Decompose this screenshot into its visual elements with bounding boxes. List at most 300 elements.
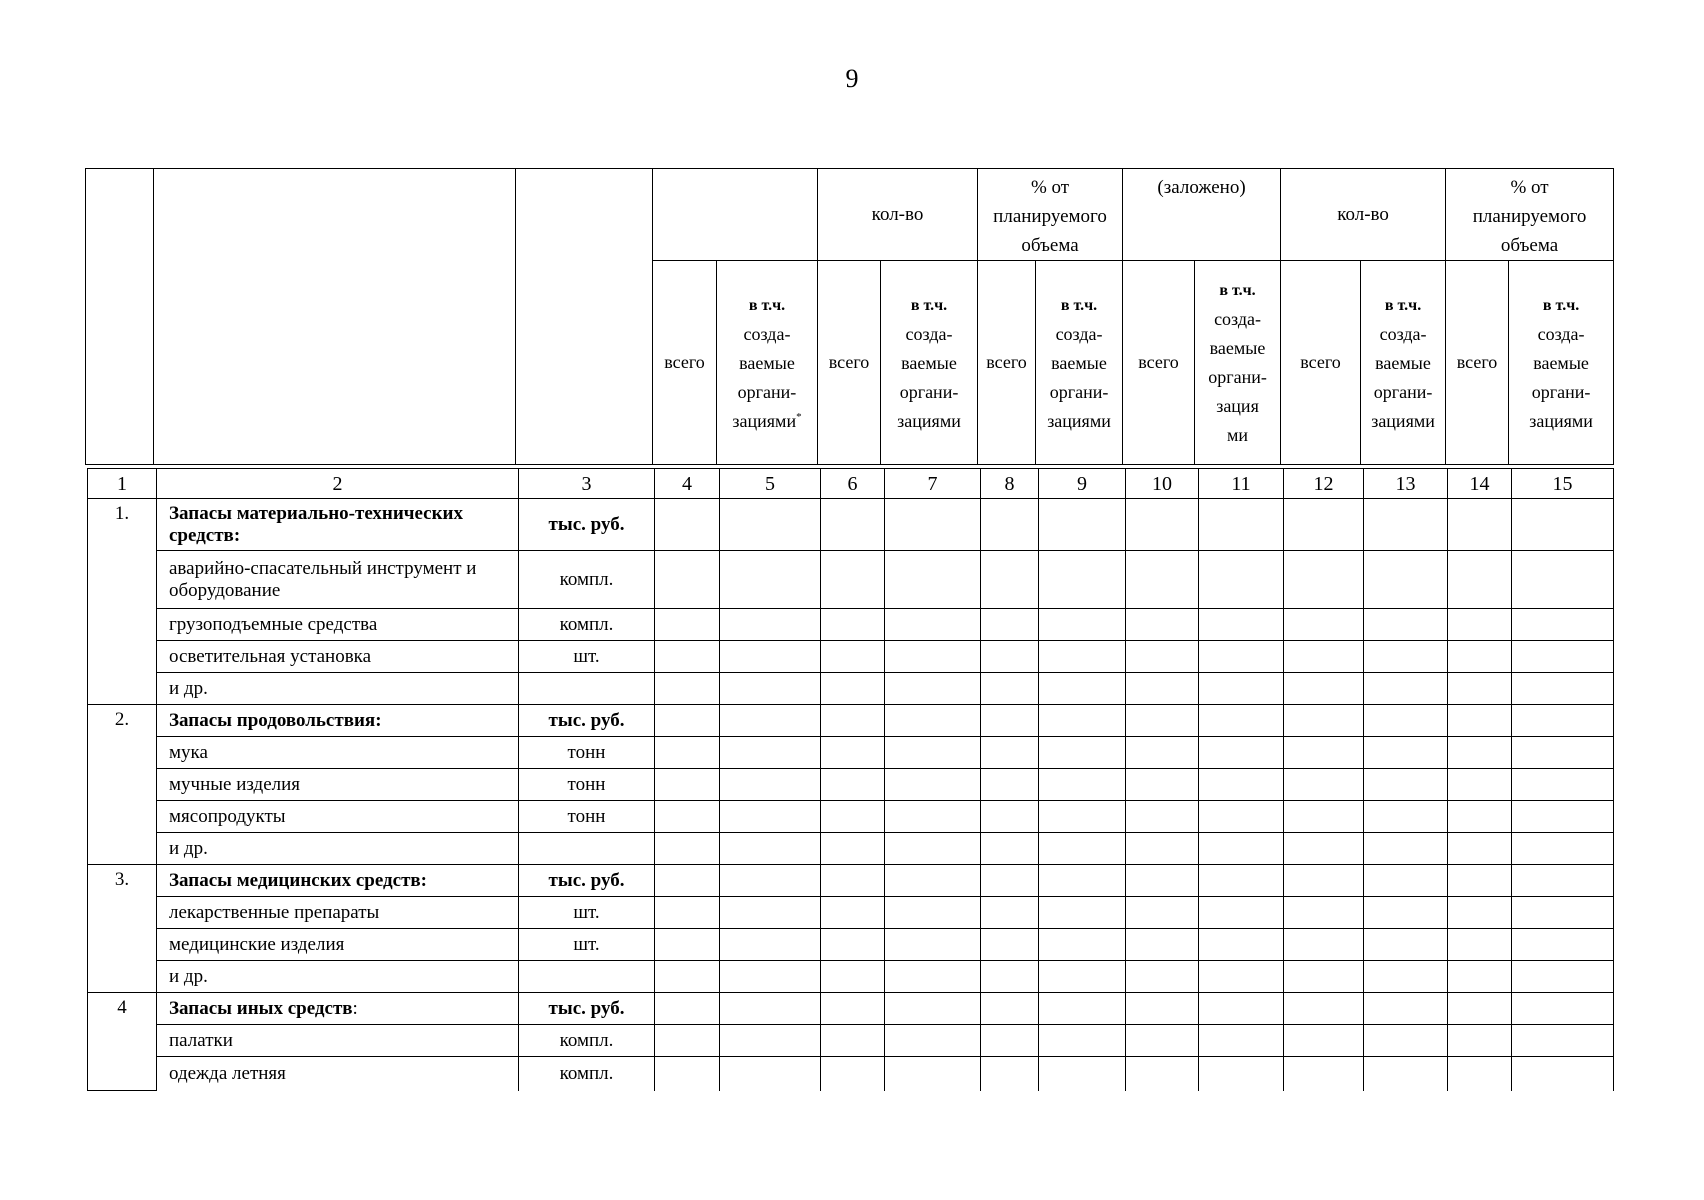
data-cell-col-5[interactable]	[720, 897, 821, 929]
column-numbers-row	[88, 469, 1614, 499]
data-cell-col-12[interactable]	[1284, 737, 1364, 769]
data-cell-col-7[interactable]	[885, 961, 981, 993]
header-vtch-15: в т.ч. созда- ваемые органи- зациями	[1509, 261, 1614, 465]
data-cell-col-11[interactable]	[1199, 1025, 1284, 1057]
table-row	[88, 833, 1614, 865]
data-cell-col-14[interactable]	[1448, 833, 1512, 865]
data-cell-col-15[interactable]	[1512, 897, 1614, 929]
item-unit: тонн	[519, 801, 655, 833]
data-cell-col-10[interactable]	[1126, 551, 1199, 609]
data-cell-col-12[interactable]	[1284, 833, 1364, 865]
data-cell-col-8[interactable]	[981, 897, 1039, 929]
section-number: 4	[88, 993, 157, 1091]
table-row	[88, 641, 1614, 673]
data-cell-col-13[interactable]	[1364, 801, 1448, 833]
table-row	[88, 737, 1614, 769]
item-name-bold-part: Запасы иных средств	[169, 997, 353, 1019]
data-cell-col-11[interactable]	[1199, 833, 1284, 865]
data-cell-col-9[interactable]	[1039, 801, 1126, 833]
data-cell-col-6[interactable]	[821, 801, 885, 833]
column-number-cell: 1	[88, 469, 157, 499]
item-unit: тыс. руб.	[519, 705, 655, 737]
data-cell-col-8[interactable]	[981, 801, 1039, 833]
column-number-cell: 9	[1039, 469, 1126, 499]
data-cell-col-6[interactable]	[821, 897, 885, 929]
data-cell-col-14[interactable]	[1448, 737, 1512, 769]
data-cell-col-5[interactable]	[720, 705, 821, 737]
table-row	[88, 705, 1614, 737]
data-cell-col-9[interactable]	[1039, 737, 1126, 769]
data-cell-col-10[interactable]	[1126, 801, 1199, 833]
header-col-1-empty	[86, 169, 154, 465]
data-cell-col-15[interactable]	[1512, 705, 1614, 737]
data-cell-col-12[interactable]	[1284, 929, 1364, 961]
data-cell-col-9[interactable]	[1039, 1057, 1126, 1091]
header-col-2-empty	[154, 169, 516, 465]
data-cell-col-6[interactable]	[821, 865, 885, 897]
item-unit: компл.	[519, 551, 655, 609]
section-number: 3.	[88, 865, 157, 993]
data-cell-col-9[interactable]	[1039, 961, 1126, 993]
item-name: одежда летняя	[157, 1057, 519, 1091]
item-unit	[519, 833, 655, 865]
item-name: Запасы медицинских средств:	[157, 865, 519, 897]
data-cell-col-9[interactable]	[1039, 993, 1126, 1025]
data-cell-col-10[interactable]	[1126, 609, 1199, 641]
item-name: мука	[157, 737, 519, 769]
data-cell-col-14[interactable]	[1448, 897, 1512, 929]
table-row	[88, 499, 1614, 551]
data-cell-col-15[interactable]	[1512, 551, 1614, 609]
data-cell-col-8[interactable]	[981, 833, 1039, 865]
header-group-pct-2: % от планируемого объема	[1446, 169, 1614, 261]
data-cell-col-8[interactable]	[981, 1057, 1039, 1091]
data-cell-col-11[interactable]	[1199, 705, 1284, 737]
data-cell-col-5[interactable]	[720, 673, 821, 705]
column-number-cell: 6	[821, 469, 885, 499]
data-cell-col-13[interactable]	[1364, 641, 1448, 673]
data-cell-col-5[interactable]	[720, 1057, 821, 1091]
data-cell-col-13[interactable]	[1364, 737, 1448, 769]
data-cell-col-4[interactable]	[655, 551, 720, 609]
header-group-kol-vo-2: кол-во	[1281, 169, 1446, 261]
data-cell-col-4[interactable]	[655, 961, 720, 993]
data-cell-col-5[interactable]	[720, 961, 821, 993]
item-name: Запасы продовольствия:	[157, 705, 519, 737]
data-cell-col-12[interactable]	[1284, 897, 1364, 929]
data-cell-col-8[interactable]	[981, 641, 1039, 673]
data-cell-col-12[interactable]	[1284, 769, 1364, 801]
data-cell-col-14[interactable]	[1448, 609, 1512, 641]
data-cell-col-11[interactable]	[1199, 551, 1284, 609]
data-cell-col-10[interactable]	[1126, 833, 1199, 865]
data-cell-col-6[interactable]	[821, 673, 885, 705]
table-row	[88, 1025, 1614, 1057]
data-cell-col-14[interactable]	[1448, 929, 1512, 961]
item-name: и др.	[157, 961, 519, 993]
data-cell-col-11[interactable]	[1199, 769, 1284, 801]
header-vtch-7: в т.ч. созда- ваемые органи- зациями	[881, 261, 978, 465]
item-name: Запасы иных средств:	[157, 993, 519, 1025]
data-cell-col-13[interactable]	[1364, 1025, 1448, 1057]
data-cell-col-9[interactable]	[1039, 551, 1126, 609]
data-cell-col-11[interactable]	[1199, 993, 1284, 1025]
data-cell-col-6[interactable]	[821, 1057, 885, 1091]
data-cell-col-12[interactable]	[1284, 551, 1364, 609]
column-number-cell: 10	[1126, 469, 1199, 499]
data-cell-col-4[interactable]	[655, 673, 720, 705]
data-cell-col-11[interactable]	[1199, 737, 1284, 769]
data-cell-col-12[interactable]	[1284, 865, 1364, 897]
table-row	[88, 897, 1614, 929]
data-cell-col-9[interactable]	[1039, 673, 1126, 705]
data-cell-col-9[interactable]	[1039, 769, 1126, 801]
data-cell-col-5[interactable]	[720, 737, 821, 769]
data-cell-col-7[interactable]	[885, 609, 981, 641]
data-cell-col-12[interactable]	[1284, 801, 1364, 833]
header-vtch-9: в т.ч. созда- ваемые органи- зациями	[1036, 261, 1123, 465]
data-cell-col-6[interactable]	[821, 737, 885, 769]
item-unit: компл.	[519, 1057, 655, 1091]
data-cell-col-10[interactable]	[1126, 961, 1199, 993]
column-number-cell: 8	[981, 469, 1039, 499]
table-header	[85, 168, 1614, 465]
data-cell-col-7[interactable]	[885, 499, 981, 551]
data-cell-col-12[interactable]	[1284, 1057, 1364, 1091]
column-number-cell: 13	[1364, 469, 1448, 499]
header-vtch-11: в т.ч. созда- ваемые органи- зация ми	[1195, 261, 1281, 465]
data-cell-col-14[interactable]	[1448, 551, 1512, 609]
data-cell-col-5[interactable]	[720, 865, 821, 897]
data-cell-col-7[interactable]	[885, 929, 981, 961]
item-name: медицинские изделия	[157, 929, 519, 961]
data-cell-col-11[interactable]	[1199, 641, 1284, 673]
data-cell-col-5[interactable]	[720, 801, 821, 833]
section-number: 2.	[88, 705, 157, 865]
data-cell-col-11[interactable]	[1199, 609, 1284, 641]
table-row	[88, 929, 1614, 961]
table-row	[88, 993, 1614, 1025]
header-vsego-4: всего	[653, 261, 717, 465]
item-name: мясопродукты	[157, 801, 519, 833]
data-cell-col-4[interactable]	[655, 929, 720, 961]
data-cell-col-4[interactable]	[655, 737, 720, 769]
data-cell-col-8[interactable]	[981, 705, 1039, 737]
data-cell-col-14[interactable]	[1448, 641, 1512, 673]
page-number: 9	[845, 64, 859, 93]
item-name: осветительная установка	[157, 641, 519, 673]
item-unit: шт.	[519, 897, 655, 929]
data-cell-col-10[interactable]	[1126, 929, 1199, 961]
data-cell-col-13[interactable]	[1364, 1057, 1448, 1091]
data-cell-col-7[interactable]	[885, 737, 981, 769]
data-cell-col-14[interactable]	[1448, 1057, 1512, 1091]
data-cell-col-12[interactable]	[1284, 673, 1364, 705]
data-cell-col-13[interactable]	[1364, 865, 1448, 897]
data-cell-col-8[interactable]	[981, 673, 1039, 705]
table-row	[88, 609, 1614, 641]
item-unit: тыс. руб.	[519, 993, 655, 1025]
data-cell-col-12[interactable]	[1284, 961, 1364, 993]
column-number-cell: 3	[519, 469, 655, 499]
header-vsego-10: всего	[1123, 261, 1195, 465]
data-cell-col-13[interactable]	[1364, 551, 1448, 609]
data-cell-col-5[interactable]	[720, 993, 821, 1025]
data-cell-col-4[interactable]	[655, 801, 720, 833]
data-cell-col-15[interactable]	[1512, 673, 1614, 705]
data-cell-col-15[interactable]	[1512, 1057, 1614, 1091]
data-cell-col-6[interactable]	[821, 769, 885, 801]
item-name: и др.	[157, 673, 519, 705]
item-unit: компл.	[519, 609, 655, 641]
data-cell-col-5[interactable]	[720, 609, 821, 641]
data-cell-col-13[interactable]	[1364, 961, 1448, 993]
data-cell-col-7[interactable]	[885, 1025, 981, 1057]
data-cell-col-10[interactable]	[1126, 737, 1199, 769]
data-cell-col-15[interactable]	[1512, 993, 1614, 1025]
header-vtch-5: в т.ч. созда- ваемые органи- зациями*	[717, 261, 818, 465]
data-cell-col-15[interactable]	[1512, 833, 1614, 865]
data-cell-col-11[interactable]	[1199, 801, 1284, 833]
data-cell-col-11[interactable]	[1199, 929, 1284, 961]
header-vsego-12: всего	[1281, 261, 1361, 465]
data-cell-col-15[interactable]	[1512, 737, 1614, 769]
data-cell-col-13[interactable]	[1364, 897, 1448, 929]
table-body	[87, 468, 1614, 1091]
data-cell-col-11[interactable]	[1199, 961, 1284, 993]
header-vsego-8: всего	[978, 261, 1036, 465]
data-cell-col-15[interactable]	[1512, 641, 1614, 673]
item-name: мучные изделия	[157, 769, 519, 801]
header-vsego-14: всего	[1446, 261, 1509, 465]
data-cell-col-13[interactable]	[1364, 929, 1448, 961]
data-cell-col-11[interactable]	[1199, 673, 1284, 705]
data-cell-col-4[interactable]	[655, 993, 720, 1025]
data-cell-col-14[interactable]	[1448, 993, 1512, 1025]
item-unit: компл.	[519, 1025, 655, 1057]
data-cell-col-9[interactable]	[1039, 499, 1126, 551]
data-cell-col-4[interactable]	[655, 609, 720, 641]
data-cell-col-6[interactable]	[821, 609, 885, 641]
data-cell-col-8[interactable]	[981, 769, 1039, 801]
table-row	[88, 551, 1614, 609]
data-cell-col-13[interactable]	[1364, 705, 1448, 737]
item-unit: тыс. руб.	[519, 865, 655, 897]
data-cell-col-15[interactable]	[1512, 801, 1614, 833]
data-cell-col-15[interactable]	[1512, 769, 1614, 801]
data-cell-col-4[interactable]	[655, 641, 720, 673]
data-cell-col-4[interactable]	[655, 897, 720, 929]
header-group-kol-vo-1: кол-во	[818, 169, 978, 261]
data-cell-col-15[interactable]	[1512, 961, 1614, 993]
data-cell-col-7[interactable]	[885, 897, 981, 929]
data-cell-col-9[interactable]	[1039, 705, 1126, 737]
data-cell-col-4[interactable]	[655, 769, 720, 801]
data-cell-col-13[interactable]	[1364, 769, 1448, 801]
data-cell-col-11[interactable]	[1199, 897, 1284, 929]
header-vsego-6: всего	[818, 261, 881, 465]
data-cell-col-14[interactable]	[1448, 769, 1512, 801]
item-unit: тыс. руб.	[519, 499, 655, 551]
item-name: лекарственные препараты	[157, 897, 519, 929]
data-cell-col-6[interactable]	[821, 961, 885, 993]
item-name: и др.	[157, 833, 519, 865]
data-cell-col-10[interactable]	[1126, 641, 1199, 673]
data-cell-col-6[interactable]	[821, 551, 885, 609]
data-cell-col-8[interactable]	[981, 551, 1039, 609]
data-cell-col-4[interactable]	[655, 1025, 720, 1057]
data-cell-col-14[interactable]	[1448, 705, 1512, 737]
data-cell-col-9[interactable]	[1039, 865, 1126, 897]
footnote-mark: *	[796, 410, 802, 423]
data-cell-col-14[interactable]	[1448, 801, 1512, 833]
data-cell-col-5[interactable]	[720, 1025, 821, 1057]
data-cell-col-7[interactable]	[885, 833, 981, 865]
item-name: палатки	[157, 1025, 519, 1057]
data-cell-col-5[interactable]	[720, 551, 821, 609]
data-cell-col-7[interactable]	[885, 641, 981, 673]
data-cell-col-12[interactable]	[1284, 499, 1364, 551]
item-unit: шт.	[519, 641, 655, 673]
data-cell-col-15[interactable]	[1512, 1025, 1614, 1057]
item-name: аварийно-спасательный инструмент и оборудование	[157, 551, 519, 609]
data-cell-col-5[interactable]	[720, 929, 821, 961]
data-cell-col-8[interactable]	[981, 737, 1039, 769]
data-cell-col-8[interactable]	[981, 1025, 1039, 1057]
table-row	[88, 1057, 1614, 1091]
column-number-cell: 4	[655, 469, 720, 499]
data-cell-col-13[interactable]	[1364, 993, 1448, 1025]
table-row	[88, 801, 1614, 833]
data-cell-col-14[interactable]	[1448, 673, 1512, 705]
data-cell-col-10[interactable]	[1126, 865, 1199, 897]
data-cell-col-14[interactable]	[1448, 961, 1512, 993]
data-cell-col-7[interactable]	[885, 801, 981, 833]
data-cell-col-10[interactable]	[1126, 1057, 1199, 1091]
item-unit: тонн	[519, 769, 655, 801]
data-cell-col-4[interactable]	[655, 499, 720, 551]
data-cell-col-11[interactable]	[1199, 1057, 1284, 1091]
item-unit	[519, 673, 655, 705]
data-cell-col-10[interactable]	[1126, 993, 1199, 1025]
data-cell-col-8[interactable]	[981, 609, 1039, 641]
data-cell-col-10[interactable]	[1126, 705, 1199, 737]
data-cell-col-12[interactable]	[1284, 1025, 1364, 1057]
data-cell-col-7[interactable]	[885, 993, 981, 1025]
data-cell-col-4[interactable]	[655, 865, 720, 897]
table-row	[88, 673, 1614, 705]
data-cell-col-14[interactable]	[1448, 1025, 1512, 1057]
data-cell-col-10[interactable]	[1126, 499, 1199, 551]
data-cell-col-11[interactable]	[1199, 865, 1284, 897]
data-cell-col-12[interactable]	[1284, 641, 1364, 673]
item-unit: шт.	[519, 929, 655, 961]
data-cell-col-9[interactable]	[1039, 833, 1126, 865]
data-cell-col-10[interactable]	[1126, 897, 1199, 929]
header-vtch-13: в т.ч. созда- ваемые органи- зациями	[1361, 261, 1446, 465]
data-cell-col-10[interactable]	[1126, 673, 1199, 705]
data-cell-col-7[interactable]	[885, 769, 981, 801]
data-cell-col-4[interactable]	[655, 833, 720, 865]
item-name: грузоподъемные средства	[157, 609, 519, 641]
header-col-3-empty	[516, 169, 653, 465]
column-number-cell: 2	[157, 469, 519, 499]
data-cell-col-8[interactable]	[981, 499, 1039, 551]
data-cell-col-13[interactable]	[1364, 673, 1448, 705]
data-cell-col-8[interactable]	[981, 865, 1039, 897]
data-cell-col-9[interactable]	[1039, 929, 1126, 961]
data-cell-col-10[interactable]	[1126, 769, 1199, 801]
data-cell-col-13[interactable]	[1364, 609, 1448, 641]
data-cell-col-9[interactable]	[1039, 609, 1126, 641]
data-cell-col-4[interactable]	[655, 705, 720, 737]
item-name: Запасы материально-технических средств:	[157, 499, 519, 551]
data-cell-col-6[interactable]	[821, 833, 885, 865]
data-cell-col-6[interactable]	[821, 641, 885, 673]
data-cell-col-6[interactable]	[821, 1025, 885, 1057]
data-cell-col-9[interactable]	[1039, 641, 1126, 673]
data-cell-col-14[interactable]	[1448, 499, 1512, 551]
data-cell-col-9[interactable]	[1039, 897, 1126, 929]
data-cell-col-7[interactable]	[885, 1057, 981, 1091]
item-unit: тонн	[519, 737, 655, 769]
data-cell-col-15[interactable]	[1512, 929, 1614, 961]
data-cell-col-15[interactable]	[1512, 609, 1614, 641]
data-cell-col-7[interactable]	[885, 865, 981, 897]
data-cell-col-12[interactable]	[1284, 993, 1364, 1025]
column-number-cell: 15	[1512, 469, 1614, 499]
table-row	[88, 769, 1614, 801]
data-cell-col-9[interactable]	[1039, 1025, 1126, 1057]
data-cell-col-5[interactable]	[720, 833, 821, 865]
data-cell-col-13[interactable]	[1364, 833, 1448, 865]
data-cell-col-8[interactable]	[981, 993, 1039, 1025]
column-number-cell: 14	[1448, 469, 1512, 499]
data-cell-col-15[interactable]	[1512, 499, 1614, 551]
header-group-4-5-empty	[653, 169, 818, 261]
data-cell-col-14[interactable]	[1448, 865, 1512, 897]
column-number-cell: 7	[885, 469, 981, 499]
section-number: 1.	[88, 499, 157, 705]
data-cell-col-6[interactable]	[821, 929, 885, 961]
data-cell-col-12[interactable]	[1284, 705, 1364, 737]
item-unit	[519, 961, 655, 993]
data-cell-col-6[interactable]	[821, 705, 885, 737]
column-number-cell: 12	[1284, 469, 1364, 499]
data-cell-col-10[interactable]	[1126, 1025, 1199, 1057]
data-cell-col-6[interactable]	[821, 993, 885, 1025]
data-cell-col-13[interactable]	[1364, 499, 1448, 551]
data-cell-col-4[interactable]	[655, 1057, 720, 1091]
data-cell-col-7[interactable]	[885, 551, 981, 609]
column-number-cell: 5	[720, 469, 821, 499]
data-cell-col-15[interactable]	[1512, 865, 1614, 897]
data-cell-col-8[interactable]	[981, 961, 1039, 993]
data-cell-col-5[interactable]	[720, 641, 821, 673]
header-group-pct-1: % от планируемого объема	[978, 169, 1123, 261]
data-cell-col-6[interactable]	[821, 499, 885, 551]
data-cell-col-8[interactable]	[981, 929, 1039, 961]
table-row	[88, 961, 1614, 993]
table-row	[88, 865, 1614, 897]
data-cell-col-7[interactable]	[885, 705, 981, 737]
data-cell-col-7[interactable]	[885, 673, 981, 705]
data-cell-col-12[interactable]	[1284, 609, 1364, 641]
data-cell-col-5[interactable]	[720, 499, 821, 551]
column-number-cell: 11	[1199, 469, 1284, 499]
data-cell-col-11[interactable]	[1199, 499, 1284, 551]
data-cell-col-5[interactable]	[720, 769, 821, 801]
